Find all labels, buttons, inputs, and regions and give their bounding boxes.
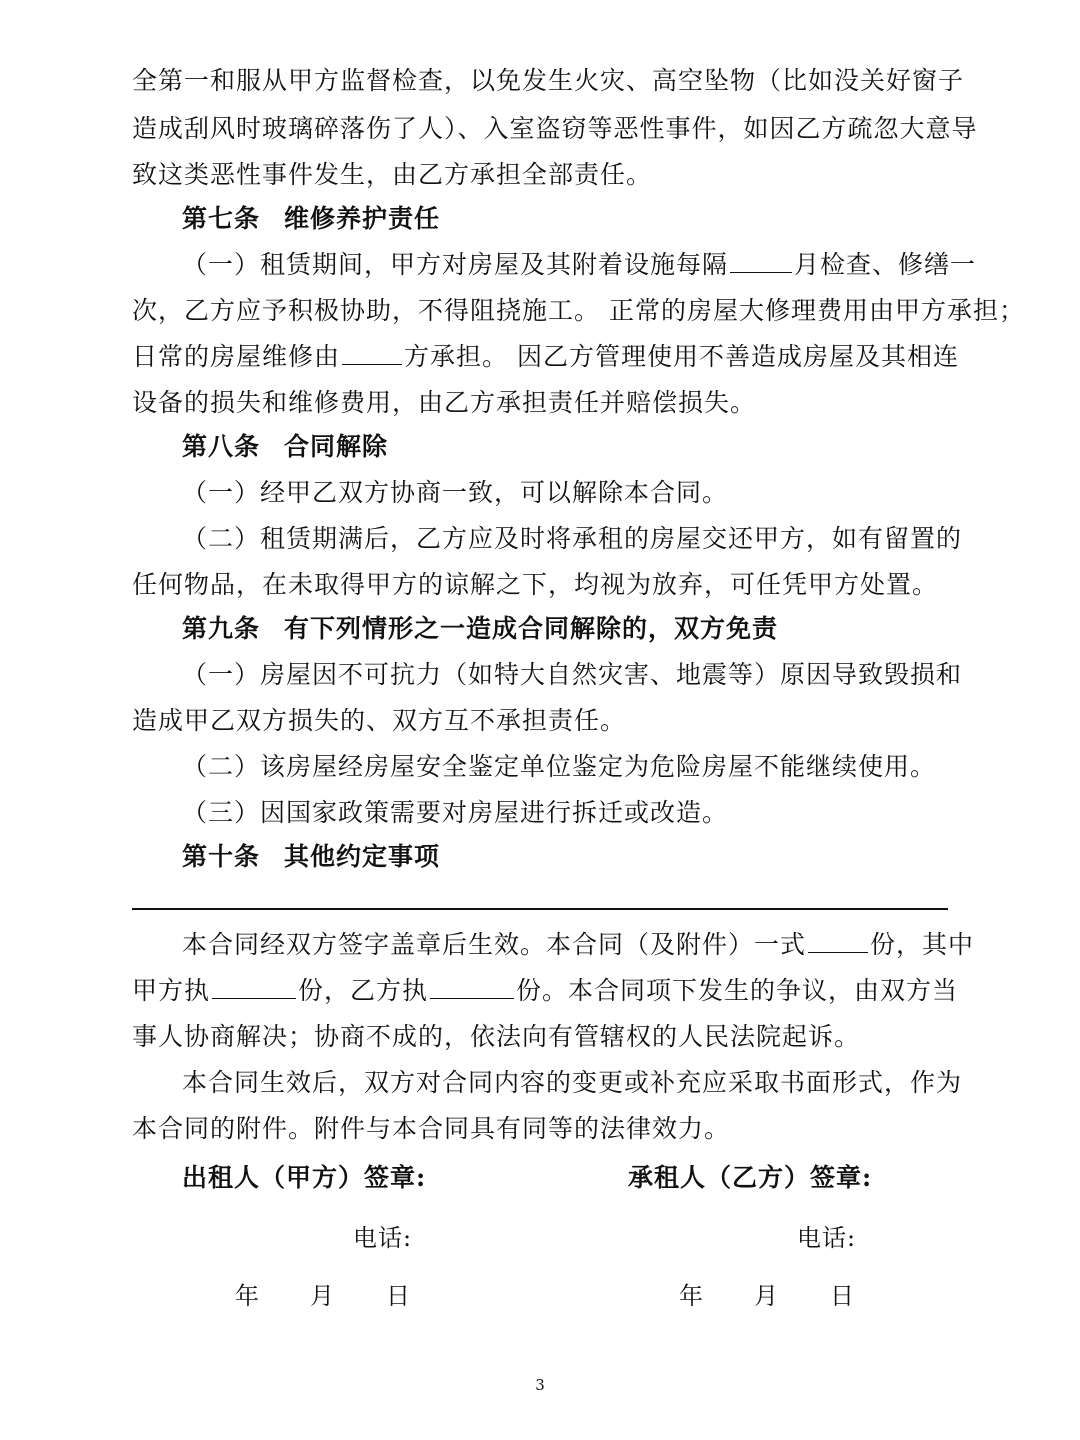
text-line: 次，乙方应予积极协助，不得阻挠施工。 正常的房屋大修理费用由甲方承担； [132,296,1025,325]
fill-in-line[interactable] [132,908,948,910]
fill-blank[interactable] [808,922,868,953]
text-line: 事人协商解决；协商不成的，依法向有管辖权的人民法院起诉。 [132,1022,861,1051]
text-line: （一）房屋因不可抗力（如特大自然灾害、地震等）原因导致毁损和 [182,660,963,689]
text-line: （一）租赁期间，甲方对房屋及其附着设施每隔 月检查、修缮一 [182,242,948,288]
article-title: 合同解除 [284,432,389,461]
text-line: （一）经甲乙双方协商一致，可以解除本合同。 [182,478,729,507]
lessor-date-year: 年 [235,1282,260,1310]
article-title: 有下列情形之一造成合同解除的，双方免责 [284,614,779,643]
text-line: 造成刮风时玻璃碎落伤了人）、入室盗窃等恶性事件，如因乙方疏忽大意导 [132,114,978,143]
page-number: 3 [535,1376,545,1394]
text-line: 本合同经双方签字盖章后生效。本合同（及附件）一式 份，其中 [182,922,948,968]
text-line: 任何物品，在未取得甲方的谅解之下，均视为放弃，可任凭甲方处置。 [132,570,939,599]
lessee-phone-label: 电话: [797,1224,857,1252]
text-line: （二）租赁期满后，乙方应及时将承租的房屋交还甲方，如有留置的 [182,524,963,553]
article-7-heading [182,196,948,242]
text-line: 致这类恶性事件发生，由乙方承担全部责任。 [132,160,653,189]
lessor-date-month: 月 [310,1282,335,1310]
article-title: 其他约定事项 [284,842,441,871]
article-number: 第九条 [182,614,261,643]
text-line: 造成甲乙双方损失的、双方互不承担责任。 [132,706,627,735]
fill-blank[interactable] [342,334,402,365]
article-10-heading [182,834,948,880]
fill-blank[interactable] [730,242,792,273]
fill-blank[interactable] [212,968,296,999]
lessor-date-day: 日 [386,1282,411,1310]
article-9-heading [182,606,948,652]
lessee-signature-label: 承租人（乙方）签章: [628,1163,873,1192]
text-line: （三）因国家政策需要对房屋进行拆迁或改造。 [182,798,729,827]
article-number: 第十条 [182,842,261,871]
article-title: 维修养护责任 [284,204,441,233]
text-line: （二）该房屋经房屋安全鉴定单位鉴定为危险房屋不能继续使用。 [182,752,937,781]
lessee-date-month: 月 [754,1282,779,1310]
lessee-date-year: 年 [679,1282,704,1310]
article-number: 第八条 [182,432,261,461]
fill-blank[interactable] [430,968,514,999]
text-line: 本合同的附件。附件与本合同具有同等的法律效力。 [132,1114,731,1143]
article-number: 第七条 [182,204,261,233]
text-line: 设备的损失和维修费用，由乙方承担责任并赔偿损失。 [132,388,757,417]
lessor-signature-label: 出租人（甲方）签章: [182,1163,427,1192]
text-line: 本合同生效后，双方对合同内容的变更或补充应采取书面形式，作为 [182,1068,963,1097]
lessee-date-day: 日 [830,1282,855,1310]
article-8-heading [182,424,948,470]
text-line: 日常的房屋维修由 方承担。 因乙方管理使用不善造成房屋及其相连 [132,334,948,380]
text-line: 全第一和服从甲方监督检查，以免发生火灾、高空坠物（比如没关好窗子 [132,66,965,95]
text-line: 甲方执 份，乙方执 份。本合同项下发生的争议，由双方当 [132,968,948,1014]
lessor-phone-label: 电话: [353,1224,413,1252]
